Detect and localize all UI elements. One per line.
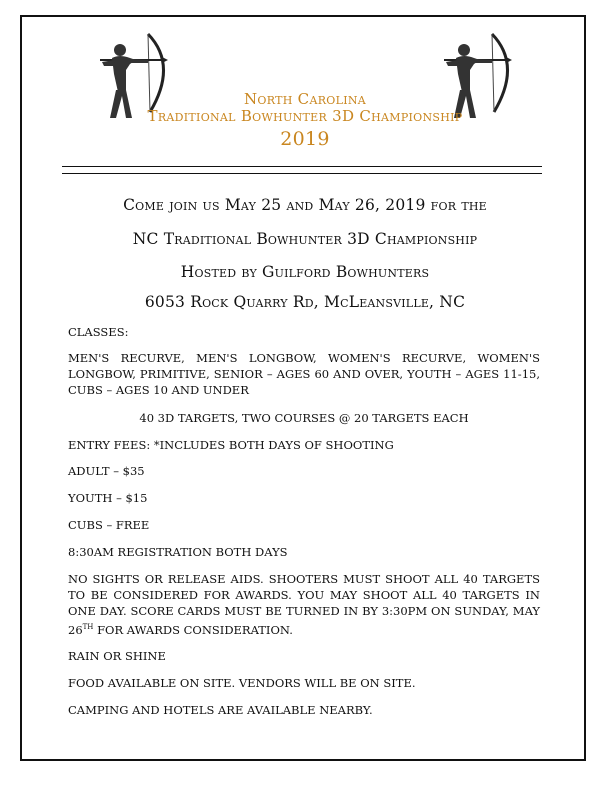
headline-event: NC Traditional Bowhunter 3D Championship — [132, 230, 478, 248]
divider-bottom — [62, 173, 542, 174]
registration-time: 8:30AM REGISTRATION BOTH DAYS — [68, 545, 288, 559]
header-year: 2019 — [280, 128, 330, 150]
fee-youth: YOUTH – $15 — [68, 491, 148, 505]
food-vendors: FOOD AVAILABLE ON SITE. VENDORS WILL BE ON SITE. — [68, 676, 416, 690]
header-state: North Carolina — [243, 90, 367, 108]
headline-host: Hosted by Guilford Bowhunters — [180, 263, 430, 281]
targets-info: 40 3D TARGETS, TWO COURSES @ 20 TARGETS EACH — [139, 411, 469, 425]
fee-cubs: CUBS – FREE — [68, 518, 150, 532]
rules-text-main: NO SIGHTS OR RELEASE AIDS. SHOOTERS MUST SHOOT ALL 40 TARGETS TO BE CONSIDERED FOR AWARDS. YOU MAY SHOOT ALL 40 TARGETS IN ONE DAY. SCORE CARDS MUST BE TURNED IN BY 3:30PM ON SUNDAY, MAY 26 — [68, 572, 540, 637]
rules-text-end: FOR AWARDS CONSIDERATION. — [93, 622, 293, 637]
divider-top — [62, 166, 542, 167]
headline-dates: Come join us May 25 and May 26, 2019 for the — [123, 196, 487, 214]
fee-adult: ADULT – $35 — [68, 464, 145, 478]
classes-text: MEN'S RECURVE, MEN'S LONGBOW, WOMEN'S RECURVE, WOMEN'S LONGBOW, PRIMITIVE, SENIOR – AGES 60 AND OVER, YOUTH – AGES 11-15, CUBS – AGES 10 AND UNDER — [68, 351, 540, 397]
camping-hotels: CAMPING AND HOTELS ARE AVAILABLE NEARBY. — [68, 703, 373, 717]
classes-label: CLASSES: — [68, 325, 129, 339]
entry-fees-label: ENTRY FEES: *INCLUDES BOTH DAYS OF SHOOTING — [68, 438, 394, 452]
headline-address: 6053 Rock Quarry Rd, McLeansville, NC — [144, 293, 466, 311]
rules-text-superscript: TH — [82, 623, 94, 631]
header-title: Traditional Bowhunter 3D Championship — [147, 107, 463, 125]
rules-text — [68, 571, 540, 638]
rain-or-shine: RAIN OR SHINE — [68, 649, 166, 663]
